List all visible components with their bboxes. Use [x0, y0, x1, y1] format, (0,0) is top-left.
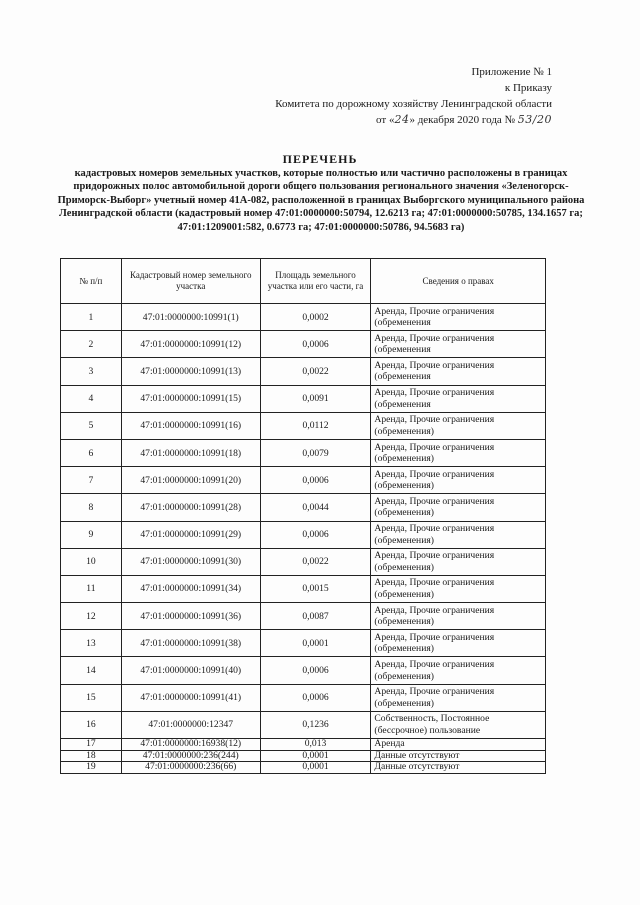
cell-cadastral: 47:01:0000000:16938(12)	[121, 739, 260, 751]
table-row	[61, 750, 546, 762]
cell-area: 0,0002	[260, 304, 371, 331]
cell-num: 12	[61, 603, 122, 630]
cell-num: 16	[61, 711, 122, 738]
cell-area: 0,0091	[260, 385, 371, 412]
cell-cadastral: 47:01:0000000:10991(30)	[121, 548, 260, 575]
cell-rights: Аренда, Прочие ограничения (обременения)	[371, 630, 546, 657]
cell-num: 5	[61, 412, 122, 439]
cell-num: 6	[61, 439, 122, 466]
cell-rights: Аренда, Прочие ограничения (обременения	[371, 358, 546, 385]
parcel-table	[60, 258, 546, 774]
cell-rights: Аренда, Прочие ограничения (обременения)	[371, 521, 546, 548]
cell-cadastral: 47:01:0000000:10991(16)	[121, 412, 260, 439]
cell-num: 18	[61, 750, 122, 762]
cell-num: 10	[61, 548, 122, 575]
cell-cadastral: 47:01:0000000:10991(13)	[121, 358, 260, 385]
cell-rights: Аренда, Прочие ограничения (обременения	[371, 331, 546, 358]
cell-cadastral: 47:01:0000000:10991(36)	[121, 603, 260, 630]
cell-area: 0,0006	[260, 657, 371, 684]
table-header-row	[61, 259, 546, 304]
cell-area: 0,0006	[260, 467, 371, 494]
cell-cadastral: 47:01:0000000:10991(40)	[121, 657, 260, 684]
cell-num: 13	[61, 630, 122, 657]
cell-rights: Аренда	[371, 739, 546, 751]
cell-area: 0,0006	[260, 521, 371, 548]
appendix-committee: Комитета по дорожному хозяйству Ленинградской области	[275, 98, 552, 110]
table-row	[61, 521, 546, 548]
cell-cadastral: 47:01:0000000:236(244)	[121, 750, 260, 762]
cell-area: 0,0001	[260, 630, 371, 657]
cell-num: 2	[61, 331, 122, 358]
cell-cadastral: 47:01:0000000:10991(15)	[121, 385, 260, 412]
cell-num: 3	[61, 358, 122, 385]
cell-num: 4	[61, 385, 122, 412]
cell-cadastral: 47:01:0000000:10991(1)	[121, 304, 260, 331]
appendix-date-line	[212, 112, 552, 128]
cell-area: 0,0022	[260, 358, 371, 385]
table-row	[61, 494, 546, 521]
date-middle: » декабря 2020 года №	[409, 114, 518, 126]
cell-num: 19	[61, 762, 122, 774]
cell-area: 0,0006	[260, 331, 371, 358]
header-num: № п/п	[61, 259, 122, 304]
cell-cadastral: 47:01:0000000:10991(29)	[121, 521, 260, 548]
cell-area: 0,0022	[260, 548, 371, 575]
document-subtitle: кадастровых номеров земельных участков, которые полностью или частично расположены в границах придорожных полос автомобильной дороги общего пользования регионального значения «Зеленогорск-Приморск-Выборг» учетный номер 41А-082, расположенной в границах Выборгского муниципального района Ленинградской области (кадастровый номер 47:01:0000000:50794, 12.6213 га; 47:01:0000000:50785, 134.1657 га; 47:01:1209001:582, 0.6773 га; 47:01:0000000:50786, 94.5683 га)	[57, 168, 585, 233]
order-number: 53/20	[517, 113, 552, 126]
cell-rights: Данные отсутствуют	[371, 750, 546, 762]
cell-rights: Аренда, Прочие ограничения (обременения	[371, 385, 546, 412]
appendix-order-ref: к Приказу	[504, 82, 552, 94]
cell-rights: Аренда, Прочие ограничения (обременения)	[371, 657, 546, 684]
cell-cadastral: 47:01:0000000:10991(20)	[121, 467, 260, 494]
table-row	[61, 711, 546, 738]
header-area: Площадь земельного участка или его части, га	[260, 259, 371, 304]
date-day: 24	[394, 113, 410, 126]
cell-num: 11	[61, 575, 122, 602]
cell-cadastral: 47:01:0000000:12347	[121, 711, 260, 738]
cell-num: 8	[61, 494, 122, 521]
cell-rights: Аренда, Прочие ограничения (обременения)	[371, 684, 546, 711]
table-row	[61, 657, 546, 684]
cell-area: 0,0015	[260, 575, 371, 602]
appendix-header	[212, 64, 552, 128]
table-row	[61, 762, 546, 774]
cell-rights: Аренда, Прочие ограничения (обременения)	[371, 494, 546, 521]
cell-area: 0,0001	[260, 750, 371, 762]
cell-num: 1	[61, 304, 122, 331]
table-row	[61, 603, 546, 630]
document-title: ПЕРЕЧЕНЬ	[282, 152, 358, 166]
cell-rights: Аренда, Прочие ограничения (обременения)	[371, 439, 546, 466]
cell-cadastral: 47:01:0000000:10991(28)	[121, 494, 260, 521]
cell-num: 15	[61, 684, 122, 711]
cell-num: 7	[61, 467, 122, 494]
table-body	[61, 304, 546, 774]
cell-rights: Собственность, Постоянное (бессрочное) пользование	[371, 711, 546, 738]
header-cadastral: Кадастровый номер земельного участка	[121, 259, 260, 304]
cell-num: 9	[61, 521, 122, 548]
appendix-number: Приложение № 1	[471, 66, 552, 78]
cell-cadastral: 47:01:0000000:10991(12)	[121, 331, 260, 358]
cell-cadastral: 47:01:0000000:236(66)	[121, 762, 260, 774]
table-row	[61, 385, 546, 412]
cell-num: 14	[61, 657, 122, 684]
cell-rights: Данные отсутствуют	[371, 762, 546, 774]
cell-rights: Аренда, Прочие ограничения (обременения)	[371, 603, 546, 630]
cell-area: 0,0006	[260, 684, 371, 711]
cell-rights: Аренда, Прочие ограничения (обременения)	[371, 412, 546, 439]
table-row	[61, 630, 546, 657]
cell-area: 0,0112	[260, 412, 371, 439]
table-row	[61, 331, 546, 358]
cell-area: 0,1236	[260, 711, 371, 738]
cell-num: 17	[61, 739, 122, 751]
cell-area: 0,0044	[260, 494, 371, 521]
header-rights: Сведения о правах	[371, 259, 546, 304]
table-row	[61, 439, 546, 466]
table-row	[61, 548, 546, 575]
table-row	[61, 304, 546, 331]
cell-rights: Аренда, Прочие ограничения (обременения)	[371, 548, 546, 575]
cell-cadastral: 47:01:0000000:10991(34)	[121, 575, 260, 602]
cell-cadastral: 47:01:0000000:10991(18)	[121, 439, 260, 466]
cell-area: 0,0001	[260, 762, 371, 774]
cell-rights: Аренда, Прочие ограничения (обременения	[371, 304, 546, 331]
cell-cadastral: 47:01:0000000:10991(38)	[121, 630, 260, 657]
table-row	[61, 467, 546, 494]
table-row	[61, 739, 546, 751]
cell-rights: Аренда, Прочие ограничения (обременения)	[371, 467, 546, 494]
table-row	[61, 412, 546, 439]
date-prefix: от «	[376, 114, 395, 126]
cell-rights: Аренда, Прочие ограничения (обременения)	[371, 575, 546, 602]
cell-area: 0,0079	[260, 439, 371, 466]
cell-cadastral: 47:01:0000000:10991(41)	[121, 684, 260, 711]
table-row	[61, 358, 546, 385]
table-row	[61, 575, 546, 602]
cell-area: 0,0087	[260, 603, 371, 630]
cell-area: 0,013	[260, 739, 371, 751]
table-row	[61, 684, 546, 711]
